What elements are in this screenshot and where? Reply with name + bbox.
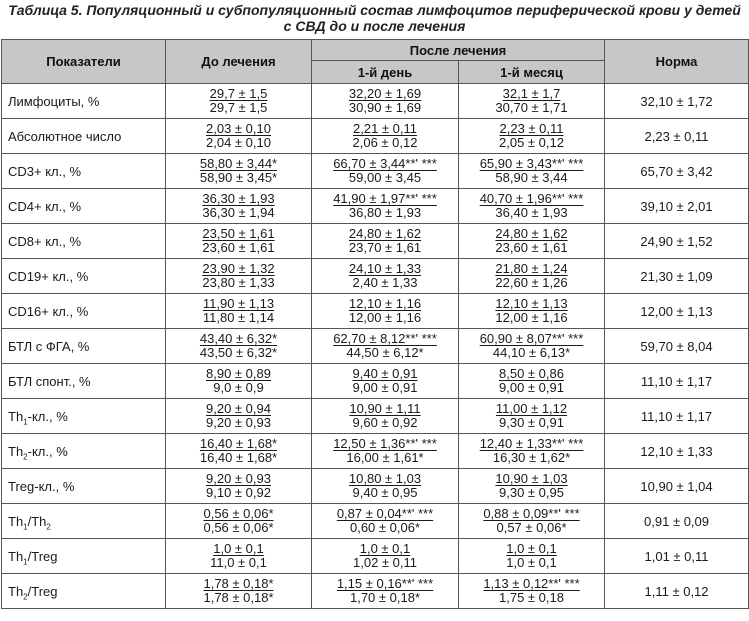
value-after-top: 0,56 ± 0,06* — [203, 506, 274, 521]
table-row — [2, 224, 749, 259]
value-bottom: 12,00 ± 1,16 — [495, 310, 568, 325]
value-bottom: 9,30 ± 0,91 — [499, 415, 564, 430]
cell-norm: 10,90 ± 1,04 — [605, 469, 749, 504]
row-label: CD4+ кл., % — [2, 189, 166, 224]
row-label: CD3+ кл., % — [2, 154, 166, 189]
cell-month1 — [459, 189, 605, 224]
value-bottom: 1,70 ± 0,18* — [349, 590, 421, 605]
cell-before — [166, 399, 312, 434]
cell-month1 — [459, 329, 605, 364]
cell-month1 — [459, 224, 605, 259]
value-bottom: 1,78 ± 0,18* — [203, 590, 274, 605]
row-label-subscript-2: 2 — [46, 522, 51, 532]
cell-day1 — [312, 294, 459, 329]
caption-line-1: Таблица 5. Популяционный и субпопуляционный состав лимфоцитов периферической крови у детей — [8, 2, 741, 18]
value-bottom: 36,40 ± 1,93 — [495, 205, 568, 220]
row-label-subscript: 1 — [23, 522, 28, 532]
cell-norm: 11,10 ± 1,17 — [605, 364, 749, 399]
cell-norm: 21,30 ± 1,09 — [605, 259, 749, 294]
value-after-top: 16,40 ± 1,68* — [199, 436, 278, 451]
value-after-top: 29,7 ± 1,5 — [209, 86, 268, 101]
cell-day1 — [312, 224, 459, 259]
value-after-top: 32,20 ± 1,69 — [348, 86, 422, 101]
cell-before — [166, 504, 312, 539]
header-before: До лечения — [166, 40, 312, 84]
value-bottom: 30,70 ± 1,71 — [495, 100, 568, 115]
value-bottom: 9,40 ± 0,95 — [352, 485, 418, 500]
row-label: Абсолютное число — [2, 119, 166, 154]
cell-month1 — [459, 504, 605, 539]
value-bottom: 9,20 ± 0,93 — [206, 415, 271, 430]
value-after-top: 24,10 ± 1,33 — [348, 261, 422, 276]
cell-day1 — [312, 259, 459, 294]
value-after-top: 40,70 ± 1,96**' *** — [479, 191, 584, 206]
row-label-rest: /Th — [27, 513, 47, 529]
row-label-main: Th — [8, 513, 24, 529]
cell-before — [166, 224, 312, 259]
cell-before — [166, 119, 312, 154]
value-bottom: 23,70 ± 1,61 — [348, 240, 422, 255]
value-after-top: 1,0 ± 0,1 — [213, 541, 264, 556]
value-after-top: 21,80 ± 1,24 — [495, 261, 568, 276]
table-row — [2, 399, 749, 434]
cell-before — [166, 434, 312, 469]
cell-day1 — [312, 154, 459, 189]
row-label-main: Th — [8, 548, 24, 564]
value-bottom: 0,60 ± 0,06* — [349, 520, 421, 535]
row-label-main: Th — [8, 443, 24, 459]
table-row — [2, 469, 749, 504]
table-row — [2, 504, 749, 539]
table-row — [2, 84, 749, 119]
row-label-rest: /Treg — [27, 583, 58, 599]
row-label-main: Th — [8, 408, 24, 424]
value-bottom: 23,60 ± 1,61 — [202, 240, 275, 255]
row-label-rest: -кл., % — [27, 408, 68, 424]
table-caption — [0, 2, 749, 34]
value-after-top: 11,00 ± 1,12 — [495, 401, 568, 416]
value-bottom: 9,00 ± 0,91 — [499, 380, 564, 395]
cell-day1 — [312, 469, 459, 504]
cell-month1 — [459, 434, 605, 469]
value-bottom: 1,75 ± 0,18 — [499, 590, 564, 605]
table-row — [2, 539, 749, 574]
value-bottom: 9,0 ± 0,9 — [213, 380, 264, 395]
table-row — [2, 364, 749, 399]
cell-day1 — [312, 574, 459, 609]
cell-norm: 0,91 ± 0,09 — [605, 504, 749, 539]
cell-day1 — [312, 329, 459, 364]
value-after-top: 1,78 ± 0,18* — [203, 576, 274, 591]
cell-before — [166, 329, 312, 364]
value-after-top: 1,13 ± 0,12**' *** — [483, 576, 580, 591]
row-label: БТЛ с ФГА, % — [2, 329, 166, 364]
cell-before — [166, 294, 312, 329]
header-month1: 1-й месяц — [459, 61, 605, 84]
table-row — [2, 434, 749, 469]
value-bottom: 9,30 ± 0,95 — [499, 485, 564, 500]
value-bottom: 22,60 ± 1,26 — [495, 275, 568, 290]
value-bottom: 9,10 ± 0,92 — [206, 485, 271, 500]
cell-before — [166, 154, 312, 189]
cell-norm: 12,00 ± 1,13 — [605, 294, 749, 329]
table-body — [2, 84, 749, 609]
row-label-subscript: 1 — [23, 557, 28, 567]
value-after-top: 58,80 ± 3,44* — [199, 156, 278, 171]
cell-norm: 2,23 ± 0,11 — [605, 119, 749, 154]
value-bottom: 1,0 ± 0,1 — [506, 555, 557, 570]
table-row — [2, 154, 749, 189]
row-label — [2, 399, 166, 434]
cell-before — [166, 364, 312, 399]
value-bottom: 23,80 ± 1,33 — [202, 275, 275, 290]
cell-day1 — [312, 539, 459, 574]
value-after-top: 36,30 ± 1,93 — [202, 191, 275, 206]
table-row — [2, 294, 749, 329]
value-bottom: 9,00 ± 0,91 — [352, 380, 418, 395]
cell-month1 — [459, 259, 605, 294]
cell-day1 — [312, 504, 459, 539]
value-after-top: 43,40 ± 6,32* — [199, 331, 278, 346]
value-bottom: 12,00 ± 1,16 — [348, 310, 422, 325]
value-bottom: 36,30 ± 1,94 — [202, 205, 275, 220]
value-bottom: 36,80 ± 1,93 — [348, 205, 422, 220]
lymphocyte-table — [1, 39, 749, 609]
value-bottom: 16,40 ± 1,68* — [199, 450, 278, 465]
value-after-top: 12,50 ± 1,36**' *** — [333, 436, 437, 451]
row-label — [2, 574, 166, 609]
table-row — [2, 574, 749, 609]
value-after-top: 12,10 ± 1,13 — [495, 296, 568, 311]
cell-norm: 12,10 ± 1,33 — [605, 434, 749, 469]
cell-norm: 1,01 ± 0,11 — [605, 539, 749, 574]
value-bottom: 23,60 ± 1,61 — [495, 240, 568, 255]
value-after-top: 32,1 ± 1,7 — [502, 86, 561, 101]
table-row — [2, 119, 749, 154]
cell-day1 — [312, 399, 459, 434]
value-after-top: 1,0 ± 0,1 — [506, 541, 557, 556]
cell-month1 — [459, 574, 605, 609]
table-row — [2, 189, 749, 224]
cell-before — [166, 84, 312, 119]
value-after-top: 2,23 ± 0,11 — [499, 121, 564, 136]
cell-norm: 59,70 ± 8,04 — [605, 329, 749, 364]
table-row — [2, 329, 749, 364]
cell-norm: 65,70 ± 3,42 — [605, 154, 749, 189]
value-after-top: 9,20 ± 0,94 — [206, 401, 271, 416]
value-bottom: 58,90 ± 3,44 — [495, 170, 568, 185]
cell-month1 — [459, 154, 605, 189]
header-indicator: Показатели — [2, 40, 166, 84]
cell-month1 — [459, 539, 605, 574]
header-norm: Норма — [605, 40, 749, 84]
value-after-top: 10,80 ± 1,03 — [348, 471, 422, 486]
value-bottom: 11,80 ± 1,14 — [202, 310, 275, 325]
cell-before — [166, 574, 312, 609]
caption-line-2: с СВД до и после лечения — [283, 18, 466, 34]
cell-month1 — [459, 119, 605, 154]
value-after-top: 11,90 ± 1,13 — [202, 296, 275, 311]
value-after-top: 23,50 ± 1,61 — [202, 226, 275, 241]
row-label: CD16+ кл., % — [2, 294, 166, 329]
value-after-top: 9,20 ± 0,93 — [206, 471, 271, 486]
value-after-top: 2,03 ± 0,10 — [206, 121, 271, 136]
value-bottom: 58,90 ± 3,45* — [199, 170, 278, 185]
row-label: CD19+ кл., % — [2, 259, 166, 294]
row-label: Treg-кл., % — [2, 469, 166, 504]
cell-norm: 1,11 ± 0,12 — [605, 574, 749, 609]
cell-before — [166, 189, 312, 224]
value-bottom: 11,0 ± 0,1 — [210, 555, 267, 570]
cell-day1 — [312, 84, 459, 119]
row-label-main: Th — [8, 583, 24, 599]
cell-norm: 24,90 ± 1,52 — [605, 224, 749, 259]
cell-month1 — [459, 399, 605, 434]
table-row — [2, 259, 749, 294]
value-after-top: 60,90 ± 8,07**' *** — [479, 331, 584, 346]
cell-before — [166, 469, 312, 504]
cell-day1 — [312, 434, 459, 469]
value-after-top: 8,90 ± 0,89 — [206, 366, 271, 381]
value-bottom: 29,7 ± 1,5 — [209, 100, 268, 115]
value-after-top: 2,21 ± 0,11 — [353, 121, 417, 136]
cell-before — [166, 259, 312, 294]
row-label — [2, 504, 166, 539]
value-bottom: 9,60 ± 0,92 — [352, 415, 418, 430]
value-after-top: 23,90 ± 1,32 — [202, 261, 275, 276]
value-bottom: 2,40 ± 1,33 — [352, 275, 418, 290]
value-bottom: 2,05 ± 0,12 — [499, 135, 564, 150]
row-label-subscript: 1 — [23, 417, 28, 427]
value-bottom: 43,50 ± 6,32* — [199, 345, 278, 360]
value-bottom: 0,56 ± 0,06* — [203, 520, 274, 535]
value-bottom: 16,30 ± 1,62* — [492, 450, 571, 465]
value-bottom: 2,06 ± 0,12 — [352, 135, 418, 150]
cell-before — [166, 539, 312, 574]
row-label — [2, 434, 166, 469]
value-after-top: 66,70 ± 3,44**' *** — [333, 156, 437, 171]
value-after-top: 24,80 ± 1,62 — [348, 226, 422, 241]
value-bottom: 2,04 ± 0,10 — [206, 135, 271, 150]
value-bottom: 44,50 ± 6,12* — [346, 345, 424, 360]
value-bottom: 44,10 ± 6,13* — [492, 345, 571, 360]
value-after-top: 10,90 ± 1,11 — [349, 401, 421, 416]
value-after-top: 41,90 ± 1,97**' *** — [333, 191, 437, 206]
value-after-top: 8,50 ± 0,86 — [499, 366, 564, 381]
value-bottom: 1,02 ± 0,11 — [353, 555, 417, 570]
cell-norm: 32,10 ± 1,72 — [605, 84, 749, 119]
value-after-top: 65,90 ± 3,43**' *** — [479, 156, 584, 171]
cell-day1 — [312, 189, 459, 224]
row-label: Лимфоциты, % — [2, 84, 166, 119]
cell-month1 — [459, 364, 605, 399]
row-label-subscript: 2 — [23, 592, 28, 602]
row-label: БТЛ спонт., % — [2, 364, 166, 399]
cell-month1 — [459, 294, 605, 329]
value-bottom: 0,57 ± 0,06* — [496, 520, 567, 535]
cell-month1 — [459, 84, 605, 119]
cell-day1 — [312, 119, 459, 154]
value-after-top: 24,80 ± 1,62 — [495, 226, 568, 241]
value-bottom: 16,00 ± 1,61* — [346, 450, 424, 465]
value-after-top: 1,15 ± 0,16**' *** — [336, 576, 434, 591]
row-label-rest: -кл., % — [27, 443, 68, 459]
cell-day1 — [312, 364, 459, 399]
row-label: CD8+ кл., % — [2, 224, 166, 259]
value-after-top: 12,10 ± 1,16 — [348, 296, 422, 311]
cell-norm: 11,10 ± 1,17 — [605, 399, 749, 434]
header-after: После лечения — [312, 40, 605, 61]
header-day1: 1-й день — [312, 61, 459, 84]
value-after-top: 0,87 ± 0,04**' *** — [336, 506, 434, 521]
value-after-top: 10,90 ± 1,03 — [495, 471, 568, 486]
row-label-rest: /Treg — [27, 548, 58, 564]
value-bottom: 59,00 ± 3,45 — [348, 170, 422, 185]
row-label — [2, 539, 166, 574]
cell-norm: 39,10 ± 2,01 — [605, 189, 749, 224]
row-label-subscript: 2 — [23, 452, 28, 462]
value-after-top: 9,40 ± 0,91 — [352, 366, 418, 381]
value-after-top: 0,88 ± 0,09**' *** — [483, 506, 580, 521]
cell-month1 — [459, 469, 605, 504]
value-after-top: 1,0 ± 0,1 — [359, 541, 411, 556]
value-after-top: 62,70 ± 8,12**' *** — [333, 331, 437, 346]
value-after-top: 12,40 ± 1,33**' *** — [479, 436, 584, 451]
value-bottom: 30,90 ± 1,69 — [348, 100, 422, 115]
